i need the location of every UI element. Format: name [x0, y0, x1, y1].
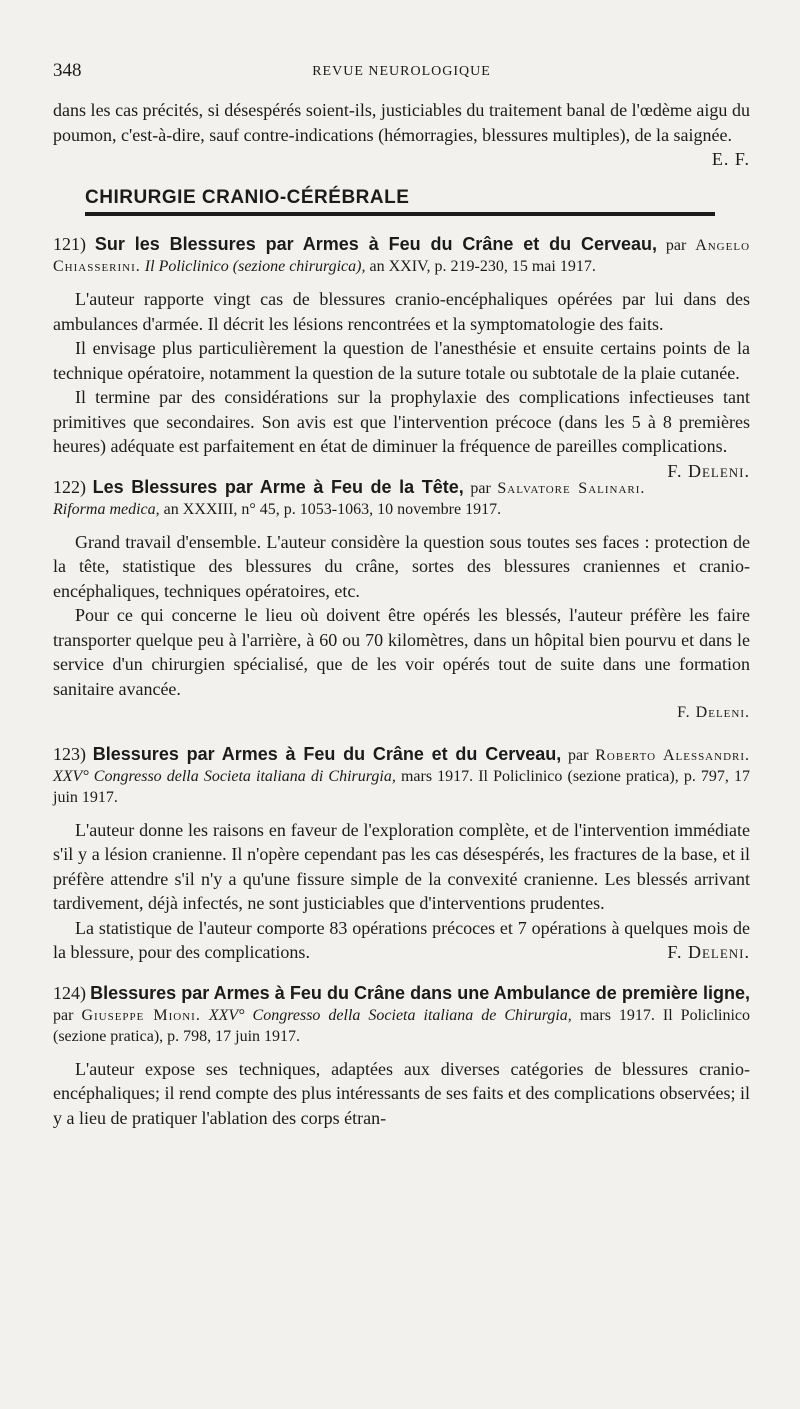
entry-paragraph: L'auteur expose ses techniques, adaptées aux diverses catégories de blessures cranio-encéphaliques; il rend compte des plus intéressants de ses faits et des complications observées; il y a lieu de pratiquer l'ablation des corps étran- [53, 1058, 750, 1128]
entry-paragraph [53, 385, 750, 481]
entry-paragraph-text: La statistique de l'auteur comporte 83 opérations précoces et 7 opérations à quelques mois de la blessure, pour des complications. [53, 917, 750, 962]
entry-by: par [53, 1006, 74, 1024]
entry-citation [53, 1007, 750, 1045]
entry-title: Blessures par Armes à Feu du Crâne dans une Ambulance de première ligne, [90, 982, 750, 1003]
entry-body [53, 1057, 750, 1131]
entry-by: par [568, 746, 589, 764]
entry-heading [53, 744, 750, 808]
intro-text: dans les cas précités, si désespérés soient-ils, justiciables du traitement banal de l'œdème aigu du poumon, c'est-à-dire, sauf contre-indications (hémorragies, blessures multiples), de la saignée. [53, 100, 750, 145]
entry-paragraph-text: Il termine par des considérations sur la prophylaxie des complications infectieuses tant primitives que secondaires. Son avis est que l'intervention précoce (dans les 5 à 8 premières heures) adéquate est parfaitement en état de diminuer la fréquence de pareilles complications. [53, 387, 750, 456]
entry-paragraph [53, 916, 750, 965]
entry-number: 122) [53, 476, 86, 497]
entry-122 [53, 477, 750, 726]
entry-paragraph: Il envisage plus particulièrement la question de l'anesthésie et ensuite certains points de la technique opératoire, notamment la question de la suture totale ou subtotale de la plaie cutanée. [53, 338, 750, 383]
intro-paragraph [53, 98, 750, 169]
entry-paragraph: L'auteur rapporte vingt cas de blessures cranio-encéphaliques opérées par lui dans des ambulances d'armée. Il décrit les lésions rencontrées et la symptomatologie des faits. [53, 289, 750, 334]
page-number: 348 [53, 60, 82, 81]
entry-by: par [665, 237, 687, 254]
entry-paragraph: L'auteur donne les raisons en faveur de l'exploration complète, et de l'intervention immédiate s'il y a lésion cranienne. Il n'opère cependant pas les cas désespérés, les fractures de la base, et il préfère attendre s'il n'y a qu'une fissure simple de la convexité cranienne. Les blessés arrivant tardivement, déjà infectés, ne sont justiciables que d'interventions prudentes. [53, 819, 750, 913]
entry-journal: Riforma medica, [53, 500, 160, 518]
page-content [53, 98, 750, 1130]
entry-body [53, 287, 750, 481]
entry-paragraph: Pour ce qui concerne le lieu où doivent être opérés les blessés, l'auteur préfère les faire transporter quelque peu à l'arrière, à 60 ou 70 kilomètres, dans un hôpital bien pourvu et dans le service d'un chirurgien spécialisé, que de les voir opérés tout de suite dans une formation sanitaire avancée. [53, 605, 750, 699]
entry-title: Sur les Blessures par Armes à Feu du Crâne et du Cerveau, [94, 234, 657, 254]
page-header [53, 60, 750, 90]
entry-signature: F. Deleni. [677, 704, 750, 721]
entry-author: Salvatore Salinari. [497, 479, 646, 497]
entry-body [53, 818, 750, 965]
entry-signature: F. Deleni. [667, 460, 750, 481]
entry-123 [53, 744, 750, 965]
section-rule [85, 212, 715, 216]
entry-author: Giuseppe Mioni. [81, 1006, 201, 1024]
entry-details: an XXXIII, n° 45, p. 1053-1063, 10 novembre 1917. [163, 500, 502, 518]
entry-heading [53, 234, 750, 277]
intro-signature: E. F. [711, 149, 750, 169]
entry-author: Roberto Alessandri. [595, 746, 751, 764]
entry-heading [53, 983, 750, 1047]
entry-by: par [470, 479, 491, 497]
entry-details: mars 1917. Il Policlinico (sezione pratica), p. 797, 17 juin 1917. [53, 767, 751, 806]
entry-details: mars 1917. Il Policlinico (sezione pratica), p. 798, 17 juin 1917. [53, 1006, 751, 1045]
entry-title: Blessures par Armes à Feu du Crâne et du Cerveau, [92, 743, 562, 764]
entry-journal: XXV° Congresso della Societa italiana de Chirurgia, [208, 1006, 572, 1024]
entry-signature: F. Deleni. [667, 942, 750, 962]
entry-signature-line [53, 701, 750, 726]
entry-journal: XXV° Congresso della Societa italiana di Chirurgia, [53, 767, 396, 785]
entry-number: 121) [53, 234, 86, 254]
entry-details: an XXIV, p. 219-230, 15 mai 1917. [369, 258, 596, 275]
entry-paragraph: Grand travail d'ensemble. L'auteur considère la question sous toutes ses faces : protection de la tête, statistique des blessures du crâne, sortes des blessures craniennes et cranio-encéphaliques, techniques opératoires, etc. [53, 531, 750, 601]
entry-121 [53, 234, 751, 481]
entry-124 [53, 983, 750, 1131]
running-head: REVUE NEUROLOGIQUE [312, 64, 491, 79]
entry-journal: Il Policlinico (sezione chirurgica), [144, 258, 366, 275]
entry-title: Les Blessures par Arme à Feu de la Tête, [92, 476, 464, 497]
section-title: CHIRURGIE CRANIO-CÉRÉBRALE [85, 187, 410, 208]
entry-author: Angelo Chiasserini. [53, 237, 751, 275]
entry-number: 124) [53, 982, 86, 1003]
entry-number: 123) [53, 743, 86, 764]
entry-body [53, 530, 750, 726]
